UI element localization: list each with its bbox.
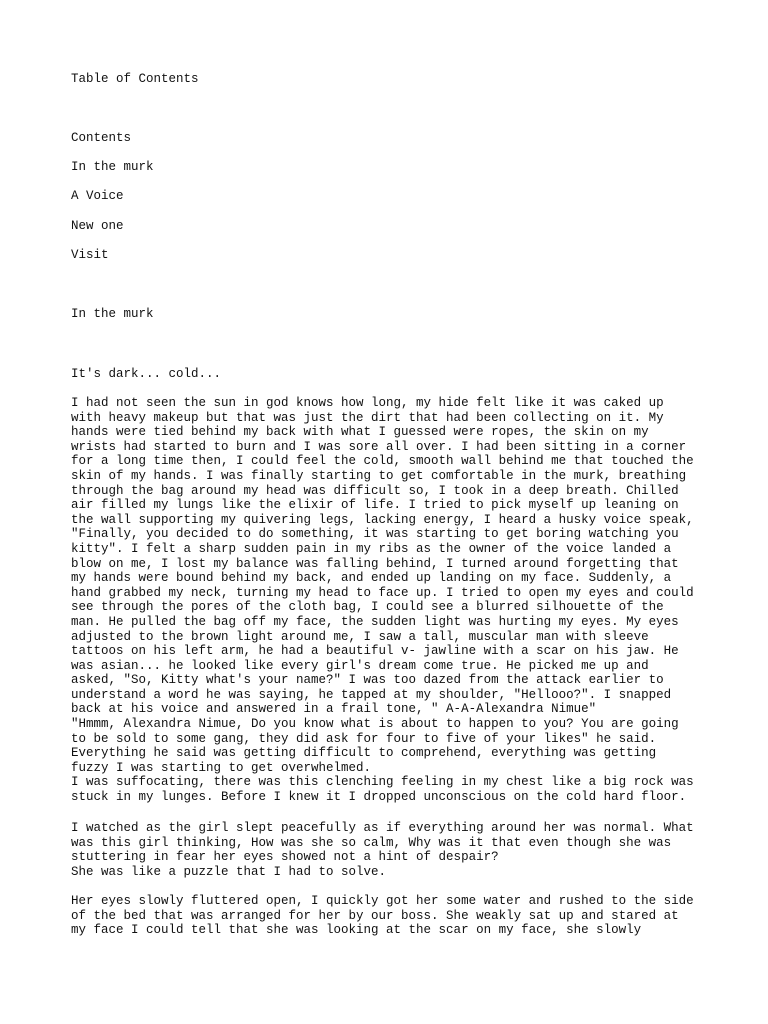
chapter-paragraph-3: Her eyes slowly fluttered open, I quickly got her some water and rushed to the side of the bed that was arranged for her by our boss. She weakly sat up and stared at my face I could tell that she was looking at the scar on my face, she slowly bbox=[71, 894, 694, 938]
chapter-paragraph-2: I watched as the girl slept peacefully as if everything around her was normal. What was this girl thinking, How was she so calm, Why was it that even though she was stuttering in fear her eyes showed not a hint of despair? She was like a puzzle that I had to solve. bbox=[71, 821, 694, 879]
toc-item-in-the-murk[interactable]: In the murk bbox=[71, 160, 154, 174]
toc-item-new-one[interactable]: New one bbox=[71, 219, 124, 233]
toc-item-visit[interactable]: Visit bbox=[71, 248, 109, 262]
chapter-title: In the murk bbox=[71, 307, 154, 321]
toc-heading: Table of Contents bbox=[71, 72, 199, 86]
chapter-paragraph-1: I had not seen the sun in god knows how long, my hide felt like it was caked up with heavy makeup but that was just the dirt that had been collecting on it. My hands were tied behind my back with what I guessed were ropes, the skin on my wrists had started to burn and I was sore all over. I had been sitting in a corner for a long time then, I could feel the cold, smooth wall behind me that touched the skin of my hands. I was finally starting to get comfortable in the murk, breathing through the bag around my head was difficult so, I took in a deep breath. Chilled air filled my lungs like the elixir of life. I tried to pick myself up leaning on the wall supporting my quivering legs, lacking energy, I heard a husky voice speak, "Finally, you decided to do something, it was starting to get boring watching you kitty". I felt a sharp sudden pain in my ribs as the owner of the voice landed a blow on me, I lost my balance was falling behind, I turned around forgetting that my hands were bound behind my back, and ended up landing on my face. Suddenly, a hand grabbed my neck, turning my head to face up. I tried to open my eyes and could see through the pores of the cloth bag, I could see a blurred silhouette of the man. He pulled the bag off my face, the sudden light was hurting my eyes. My eyes adjusted to the brown light around me, I saw a tall, muscular man with sleeve tattoos on his left arm, he had a beautiful v- jawline with a scar on his jaw. He was asian... he looked like every girl's dream come true. He picked me up and asked, "So, Kitty what's your name?" I was too dazed from the attack earlier to understand a word he was saying, he tapped at my shoulder, "Hellooo?". I snapped back at his voice and answered in a frail tone, " A-A-Alexandra Nimue" "Hmmm, Alexandra Nimue, Do you know what is about to happen to you? You are going to be sold to some gang, they did ask for four to five of your likes" he said. Everything he said was getting difficult to comprehend, everything was getting fuzzy I was starting to get overwhelmed. I was suffocating, there was this clenching feeling in my chest like a big rock was stuck in my lunges. Before I knew it I dropped unconscious on the cold hard floor. bbox=[71, 396, 694, 805]
chapter-opening-line: It's dark... cold... bbox=[71, 367, 222, 381]
toc-item-contents[interactable]: Contents bbox=[71, 131, 132, 145]
toc-item-a-voice[interactable]: A Voice bbox=[71, 189, 124, 203]
